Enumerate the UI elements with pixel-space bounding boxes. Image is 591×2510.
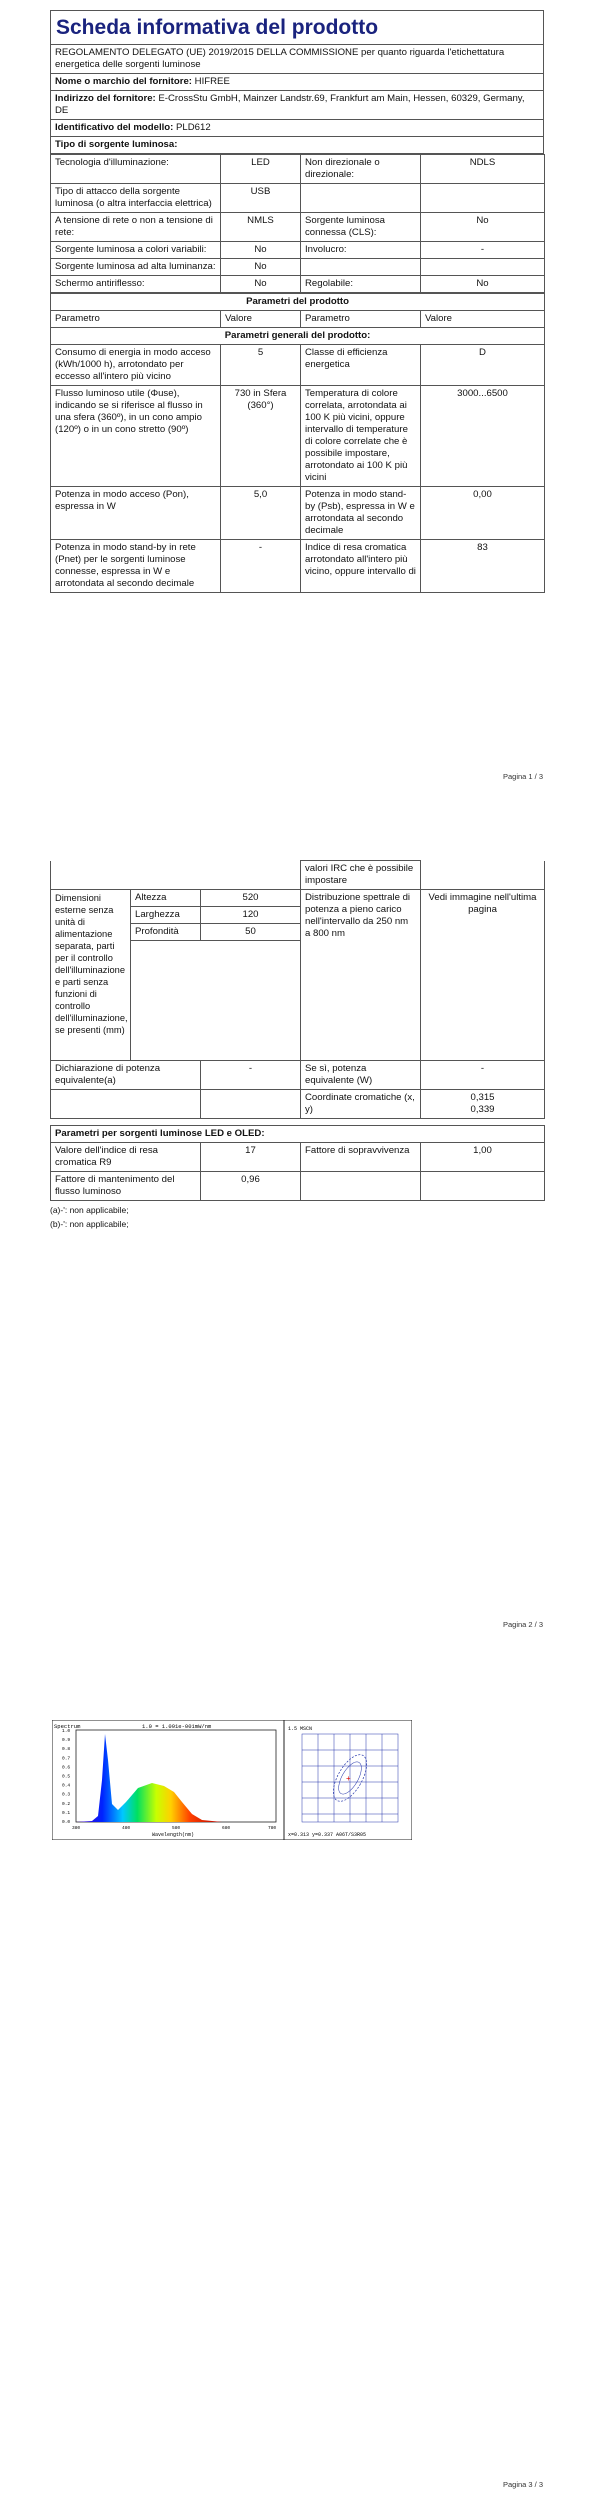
table-row [51, 540, 545, 593]
model-row [51, 120, 544, 137]
chromaticity-label: Coordinate cromatiche (x, y) [301, 1090, 421, 1119]
xtick: 680 [222, 1826, 231, 1831]
ytick: 0.9 [62, 1738, 71, 1744]
param-label: Consumo di energia in modo acceso (kWh/1000 h), arrotondato per eccesso all'intero più vicino [51, 345, 221, 386]
param-value: No [221, 276, 301, 293]
led-params-heading: Parametri per sorgenti luminose LED e OLED: [51, 1126, 545, 1143]
spectrum-figure [52, 1720, 412, 1840]
param-value: 1,00 [421, 1143, 545, 1172]
equiv-watt-value: - [421, 1061, 545, 1090]
param-value: 5 [221, 345, 301, 386]
page-footer-1: Pagina 1 / 3 [502, 772, 543, 781]
ytick: 1.0 [62, 1729, 71, 1734]
led-table [50, 1125, 545, 1201]
product-params-heading: Parametri del prodotto [51, 294, 545, 311]
param-value: 17 [201, 1143, 301, 1172]
param-label: Potenza in modo stand-by in rete (Pnet) per le sorgenti luminose connesse, espressa in W e arrotondata al secondo decimale [51, 540, 221, 593]
spectral-distribution-label: Distribuzione spettrale di potenza a pieno carico nell'intervallo da 250 nm a 800 nm [301, 890, 421, 1061]
dim-depth-label: Profondità [131, 924, 201, 941]
param-label: Sorgente luminosa connessa (CLS): [301, 213, 421, 242]
header-table [50, 10, 544, 154]
param-header-2: Parametro [301, 311, 421, 328]
page-1 [0, 0, 591, 835]
equiv-watt-label: Se sì, potenza equivalente (W) [301, 1061, 421, 1090]
table-row [51, 345, 545, 386]
empty-cell [421, 861, 545, 890]
page-2 [0, 835, 591, 1670]
param-label [301, 259, 421, 276]
param-value: 0,96 [201, 1172, 301, 1201]
param-label: Valore dell'indice di resa cromatica R9 [51, 1143, 201, 1172]
page-title: Scheda informativa del prodotto [51, 11, 544, 45]
xtick: 380 [72, 1826, 81, 1831]
table-row [51, 386, 545, 487]
param-label: Fattore di mantenimento del flusso luminoso [51, 1172, 201, 1201]
supplier-address-row [51, 91, 544, 120]
param-value: 730 in Sfera (360°) [221, 386, 301, 487]
supplier-name-row [51, 74, 544, 91]
param-value: No [421, 276, 545, 293]
param-label: Regolabile: [301, 276, 421, 293]
params-table [50, 293, 545, 593]
param-label: Non direzionale o direzionale: [301, 155, 421, 184]
param-value: USB [221, 184, 301, 213]
dim-height-label: Altezza [131, 890, 201, 907]
param-value: LED [221, 155, 301, 184]
page-footer-2: Pagina 2 / 3 [502, 1620, 543, 1629]
ytick: 0.6 [62, 1765, 71, 1771]
param-value [421, 184, 545, 213]
param-value [421, 259, 545, 276]
param-value: 0,00 [421, 487, 545, 540]
continuation-table [50, 860, 545, 1119]
dimensions-label: Dimensioni esterne senza unità di alimentazione separata, parti per il controllo dell'illuminazione e parti senza funzioni di controllo dell'illuminazione, se presenti (mm) [51, 890, 131, 1061]
param-value: - [421, 242, 545, 259]
param-label: Temperatura di colore correlata, arrotondata ai 100 K più vicini, oppure intervallo di temperature di colore correlate che è possibile impostare, arrotondato ai 100 K più vicini [301, 386, 421, 487]
param-label: Flusso luminoso utile (Φuse), indicando se si riferisce al flusso in una sfera (360º), in un cono ampio (120º) o in un cono stretto (90º) [51, 386, 221, 487]
ytick: 0.3 [62, 1792, 71, 1798]
equiv-power-label: Dichiarazione di potenza equivalente(a) [51, 1061, 201, 1090]
model-value: PLD612 [176, 122, 211, 133]
param-label [301, 184, 421, 213]
ytick: 0.7 [62, 1756, 71, 1762]
table-row [51, 242, 545, 259]
empty-cell [131, 941, 301, 1061]
param-label: Potenza in modo acceso (Pon), espressa in W [51, 487, 221, 540]
spectrum-yticks [62, 1728, 70, 1825]
table-row [51, 184, 545, 213]
param-label: Potenza in modo stand-by (Psb), espressa in W e arrotondata al secondo decimale [301, 487, 421, 540]
table-row [51, 1172, 545, 1201]
ytick: 0.0 [62, 1820, 71, 1825]
param-value: 5,0 [221, 487, 301, 540]
param-label: Involucro: [301, 242, 421, 259]
equiv-power-value: - [201, 1061, 301, 1090]
param-value [421, 1172, 545, 1201]
param-label [301, 1172, 421, 1201]
product-sheet-page2 [50, 860, 544, 1231]
empty-cell [51, 861, 301, 890]
param-value: No [421, 213, 545, 242]
chromaticity-point: + [346, 1774, 351, 1783]
spectrum-xlabel: Wavelength(nm) [152, 1832, 195, 1838]
supplier-address-label: Indirizzo del fornitore: [55, 93, 156, 104]
spectrum-header: 1.0 = 1.091e-001mW/nm [142, 1723, 212, 1730]
ytick: 0.2 [62, 1801, 71, 1807]
dim-width-value: 120 [201, 907, 301, 924]
param-value: No [221, 242, 301, 259]
param-label: Indice di resa cromatica arrotondato all'intero più vicino, oppure intervallo di [301, 540, 421, 593]
param-label: Tipo di attacco della sorgente luminosa (o altra interfaccia elettrica) [51, 184, 221, 213]
supplier-name-label: Nome o marchio del fornitore: [55, 76, 192, 87]
light-source-type-heading: Tipo di sorgente luminosa: [51, 137, 544, 154]
ytick: 0.8 [62, 1747, 71, 1753]
product-sheet-page1 [50, 10, 544, 593]
table-row [51, 487, 545, 540]
dim-height-value: 520 [201, 890, 301, 907]
xtick: 480 [122, 1826, 131, 1831]
param-header-1: Parametro [51, 311, 221, 328]
param-label: Classe di efficienza energetica [301, 345, 421, 386]
regulation-text: REGOLAMENTO DELEGATO (UE) 2019/2015 DELLA COMMISSIONE per quanto riguarda l'etichettatura energetica delle sorgenti luminose [51, 45, 544, 74]
param-value: No [221, 259, 301, 276]
param-label: Schermo antiriflesso: [51, 276, 221, 293]
table-row [51, 259, 545, 276]
spectral-distribution-value: Vedi immagine nell'ultima pagina [421, 890, 545, 1061]
param-value: NDLS [421, 155, 545, 184]
param-value: D [421, 345, 545, 386]
type-table [50, 154, 545, 293]
footnote-b: (b)-': non applicabile; [50, 1219, 129, 1229]
ytick: 0.1 [62, 1810, 71, 1816]
chromaticity-value: 0,315 0,339 [421, 1090, 545, 1119]
general-params-heading: Parametri generali del prodotto: [51, 328, 545, 345]
param-value: 3000...6500 [421, 386, 545, 487]
footnote-a: (a)-': non applicabile; [50, 1205, 129, 1215]
cont-text: valori IRC che è possibile impostare [301, 861, 421, 890]
ytick: 0.5 [62, 1774, 71, 1780]
value-header-1: Valore [221, 311, 301, 328]
supplier-address-value: E-CrossStu GmbH, Mainzer Landstr.69, Frankfurt am Main, Hessen, 60329, Germany, DE [55, 93, 525, 116]
table-row [51, 155, 545, 184]
dim-depth-value: 50 [201, 924, 301, 941]
param-value: 83 [421, 540, 545, 593]
value-header-2: Valore [421, 311, 545, 328]
model-label: Identificativo del modello: [55, 122, 174, 133]
supplier-name-value: HIFREE [194, 76, 230, 87]
page-footer-3: Pagina 3 / 3 [502, 2480, 543, 2489]
spectrum-ylabel: Spectrum [54, 1723, 81, 1730]
param-label: Sorgente luminosa ad alta luminanza: [51, 259, 221, 276]
ytick: 0.4 [62, 1783, 71, 1789]
table-row [51, 276, 545, 293]
param-label: A tensione di rete o non a tensione di rete: [51, 213, 221, 242]
param-value: NMLS [221, 213, 301, 242]
param-value: - [221, 540, 301, 593]
cie-footer: x=0.313 y=0.337 A06T/S3R05 [288, 1832, 367, 1838]
param-label: Fattore di sopravvivenza [301, 1143, 421, 1172]
table-row [51, 213, 545, 242]
param-label: Tecnologia d'illuminazione: [51, 155, 221, 184]
dim-width-label: Larghezza [131, 907, 201, 924]
param-label: Sorgente luminosa a colori variabili: [51, 242, 221, 259]
empty-cell [51, 1090, 201, 1119]
xtick: 780 [268, 1826, 277, 1831]
table-row [51, 1143, 545, 1172]
cie-label: 1.5 MSCN [288, 1726, 313, 1732]
xtick: 580 [172, 1826, 181, 1831]
empty-cell [201, 1090, 301, 1119]
